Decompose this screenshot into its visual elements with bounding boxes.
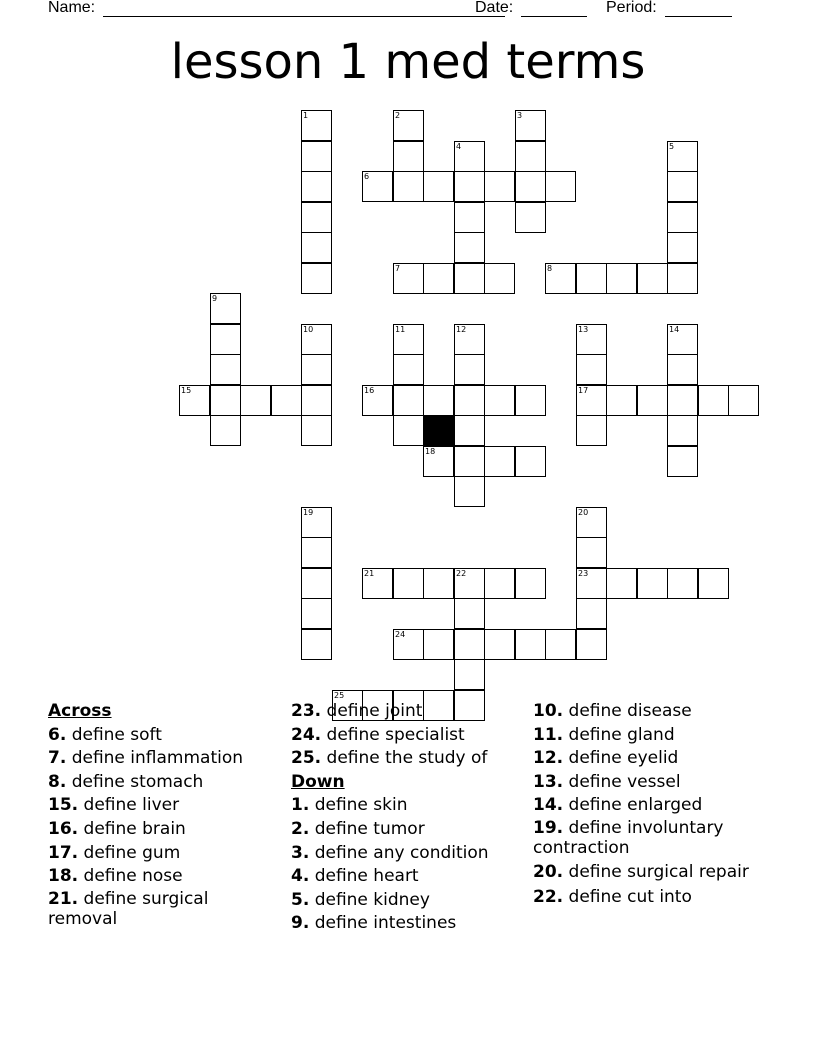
clue-text: define involuntary contraction [533, 817, 724, 858]
grid-cell[interactable] [454, 598, 485, 629]
clue-num: 23. [291, 701, 322, 721]
clue-number: 13 [578, 325, 589, 334]
clue-item [291, 700, 526, 724]
clue-text: define kidney [309, 889, 430, 910]
clue-number: 23 [578, 569, 589, 578]
clue-number: 18 [425, 447, 436, 456]
grid-cell[interactable] [545, 171, 576, 202]
grid-cell[interactable] [301, 568, 332, 599]
across-clues-continued [291, 700, 526, 771]
grid-cell[interactable] [301, 537, 332, 568]
grid-cell[interactable] [301, 263, 332, 294]
clue-item [48, 747, 278, 771]
grid-cell[interactable] [271, 385, 302, 416]
clue-number: 7 [395, 264, 401, 273]
clue-text: define stomach [66, 771, 204, 792]
grid-cell[interactable] [393, 415, 424, 446]
clue-item [533, 886, 768, 910]
grid-cell[interactable] [301, 598, 332, 629]
clue-item [291, 794, 526, 818]
clue-number: 17 [578, 386, 589, 395]
clue-item [291, 889, 526, 913]
grid-cell[interactable] [210, 354, 241, 385]
grid-cell[interactable] [515, 141, 546, 172]
clue-item [533, 818, 768, 858]
clue-num: 13. [533, 771, 564, 792]
clue-num: 20. [533, 861, 564, 882]
clue-item [48, 865, 278, 889]
clue-item [533, 724, 768, 748]
clue-num: 1. [291, 795, 310, 816]
clue-item [291, 818, 526, 842]
grid-cell[interactable] [454, 171, 485, 202]
grid-cell[interactable] [393, 354, 424, 385]
grid-cell[interactable] [301, 232, 332, 263]
clue-num: 7. [48, 748, 67, 769]
grid-cell[interactable] [301, 171, 332, 202]
clue-item [48, 771, 278, 795]
grid-cell[interactable] [454, 659, 485, 690]
grid-cell[interactable] [667, 263, 698, 294]
grid-cell[interactable] [728, 385, 759, 416]
clue-text: define surgical repair [563, 861, 749, 882]
clue-number: 15 [181, 386, 192, 395]
grid-cell[interactable] [484, 263, 515, 294]
grid-cell[interactable] [240, 385, 271, 416]
grid-cell[interactable] [484, 385, 515, 416]
clue-number: 1 [303, 111, 309, 120]
clue-text: define enlarged [563, 795, 703, 816]
clue-text: define tumor [309, 818, 425, 839]
clue-text: define vessel [563, 771, 681, 792]
clue-number: 6 [364, 172, 370, 181]
grid-cell[interactable] [423, 629, 454, 660]
clue-number: 4 [456, 142, 462, 151]
clue-number: 3 [517, 111, 523, 120]
grid-cell[interactable] [423, 263, 454, 294]
clue-item [533, 862, 768, 882]
clue-num: 12. [533, 748, 564, 769]
clue-number: 2 [395, 111, 401, 120]
grid-cell[interactable] [515, 629, 546, 660]
grid-cell[interactable] [637, 263, 668, 294]
clue-item [533, 747, 768, 771]
grid-cell[interactable] [667, 171, 698, 202]
clue-number: 20 [578, 508, 589, 517]
clue-number: 5 [669, 142, 675, 151]
clue-item [48, 724, 278, 748]
clue-num: 2. [291, 818, 310, 839]
clue-text: define cut into [563, 886, 692, 907]
clue-num: 22. [533, 886, 564, 907]
clue-num: 17. [48, 842, 79, 863]
grid-cell[interactable] [423, 385, 454, 416]
grid-cell[interactable] [454, 202, 485, 233]
grid-cell[interactable] [667, 232, 698, 263]
grid-cell[interactable] [576, 537, 607, 568]
grid-cell[interactable] [393, 171, 424, 202]
clue-number: 12 [456, 325, 467, 334]
clue-text: define nose [78, 866, 183, 887]
clue-number: 19 [303, 508, 314, 517]
clue-num: 9. [291, 913, 310, 934]
clue-num: 25. [291, 748, 322, 769]
clue-text: define liver [78, 795, 180, 816]
grid-cell[interactable] [637, 568, 668, 599]
clue-text: define surgical removal [48, 888, 209, 929]
grid-cell[interactable] [454, 629, 485, 660]
grid-cell[interactable] [667, 202, 698, 233]
grid-cell[interactable] [515, 202, 546, 233]
grid-cell[interactable] [454, 354, 485, 385]
clue-num: 8. [48, 771, 67, 792]
grid-cell[interactable] [698, 385, 729, 416]
clue-num: 4. [291, 866, 310, 887]
period-label: Period: [606, 0, 657, 16]
grid-cell[interactable] [301, 202, 332, 233]
clue-text: define any condition [309, 842, 489, 863]
clues-column-3 [533, 700, 768, 910]
clue-num: 3. [291, 842, 310, 863]
grid-cell[interactable] [454, 263, 485, 294]
clue-num: 5. [291, 889, 310, 910]
clue-item [48, 889, 278, 929]
clue-item [48, 794, 278, 818]
clue-num: 6. [48, 724, 67, 745]
clue-text: define heart [309, 866, 419, 887]
grid-cell[interactable] [515, 385, 546, 416]
page-title: lesson 1 med terms [170, 34, 646, 90]
grid-cell[interactable] [606, 385, 637, 416]
grid-cell[interactable] [484, 446, 515, 477]
grid-cell[interactable] [576, 354, 607, 385]
grid-cell[interactable] [423, 171, 454, 202]
clue-number: 9 [212, 294, 218, 303]
grid-cell[interactable] [637, 385, 668, 416]
grid-cell[interactable] [576, 415, 607, 446]
clue-text: define gum [78, 842, 181, 863]
grid-cell[interactable] [606, 568, 637, 599]
clue-text: define the study of [321, 748, 488, 769]
grid-cell[interactable] [667, 354, 698, 385]
grid-cell[interactable] [606, 263, 637, 294]
grid-cell[interactable] [667, 385, 698, 416]
grid-cell[interactable] [667, 446, 698, 477]
clue-number: 8 [547, 264, 553, 273]
clue-text: define eyelid [563, 748, 679, 769]
clue-item [291, 747, 526, 771]
grid-cell[interactable] [301, 141, 332, 172]
grid-cell[interactable] [515, 171, 546, 202]
clue-item [291, 865, 526, 889]
grid-cell[interactable] [423, 568, 454, 599]
clue-number: 24 [395, 630, 406, 639]
clue-num: 24. [291, 724, 322, 745]
grid-cell[interactable] [667, 415, 698, 446]
grid-cell[interactable] [484, 568, 515, 599]
grid-cell[interactable] [301, 415, 332, 446]
grid-cell[interactable] [301, 354, 332, 385]
clue-text: define brain [78, 818, 186, 839]
grid-cell[interactable] [393, 385, 424, 416]
clue-text: define intestines [309, 913, 457, 934]
down-heading: Down [291, 771, 345, 792]
clues-column-1 [48, 700, 278, 933]
clue-item [48, 842, 278, 866]
clue-number: 21 [364, 569, 375, 578]
clue-number: 14 [669, 325, 680, 334]
clue-item [48, 818, 278, 842]
grid-cell[interactable] [454, 415, 485, 446]
clues-column-2 [291, 700, 526, 936]
across-heading: Across [48, 701, 112, 721]
black-cell [423, 415, 454, 446]
clue-num: 10. [533, 701, 564, 721]
grid-cell[interactable] [454, 476, 485, 507]
clue-num: 15. [48, 795, 79, 816]
grid-cell[interactable] [667, 568, 698, 599]
grid-cell[interactable] [454, 446, 485, 477]
clue-number: 22 [456, 569, 467, 578]
grid-cell[interactable] [515, 446, 546, 477]
clue-num: 14. [533, 795, 564, 816]
grid-cell[interactable] [210, 415, 241, 446]
clue-number: 11 [395, 325, 406, 334]
clue-text: define soft [66, 724, 162, 745]
clue-text: define gland [563, 724, 675, 745]
grid-cell[interactable] [393, 568, 424, 599]
date-label: Date: [475, 0, 514, 16]
clue-item [533, 771, 768, 795]
clue-item [533, 700, 768, 724]
clue-num: 18. [48, 866, 79, 887]
grid-cell[interactable] [484, 629, 515, 660]
clue-item [291, 912, 526, 936]
grid-cell[interactable] [454, 232, 485, 263]
clue-text: define disease [563, 701, 692, 721]
grid-cell[interactable] [301, 629, 332, 660]
clue-number: 25 [334, 691, 345, 700]
grid-cell[interactable] [484, 171, 515, 202]
grid-cell[interactable] [210, 324, 241, 355]
clue-num: 19. [533, 817, 564, 838]
clue-item [291, 842, 526, 866]
grid-cell[interactable] [210, 385, 241, 416]
grid-cell[interactable] [515, 568, 546, 599]
clue-text: define skin [309, 795, 408, 816]
grid-cell[interactable] [576, 263, 607, 294]
clue-number: 10 [303, 325, 314, 334]
grid-cell[interactable] [454, 385, 485, 416]
clue-num: 21. [48, 888, 79, 909]
clue-num: 16. [48, 818, 79, 839]
name-label: Name: [48, 0, 96, 16]
down-clues [291, 794, 526, 936]
clue-text: define specialist [321, 724, 465, 745]
clue-number: 16 [364, 386, 375, 395]
clue-num: 11. [533, 724, 564, 745]
clue-text: define joint [321, 701, 423, 721]
clue-text: define inflammation [66, 748, 244, 769]
grid-cell[interactable] [576, 629, 607, 660]
grid-cell[interactable] [393, 141, 424, 172]
clue-item [291, 724, 526, 748]
grid-cell[interactable] [301, 385, 332, 416]
clue-item [533, 794, 768, 818]
grid-cell[interactable] [576, 598, 607, 629]
grid-cell[interactable] [698, 568, 729, 599]
grid-cell[interactable] [545, 629, 576, 660]
